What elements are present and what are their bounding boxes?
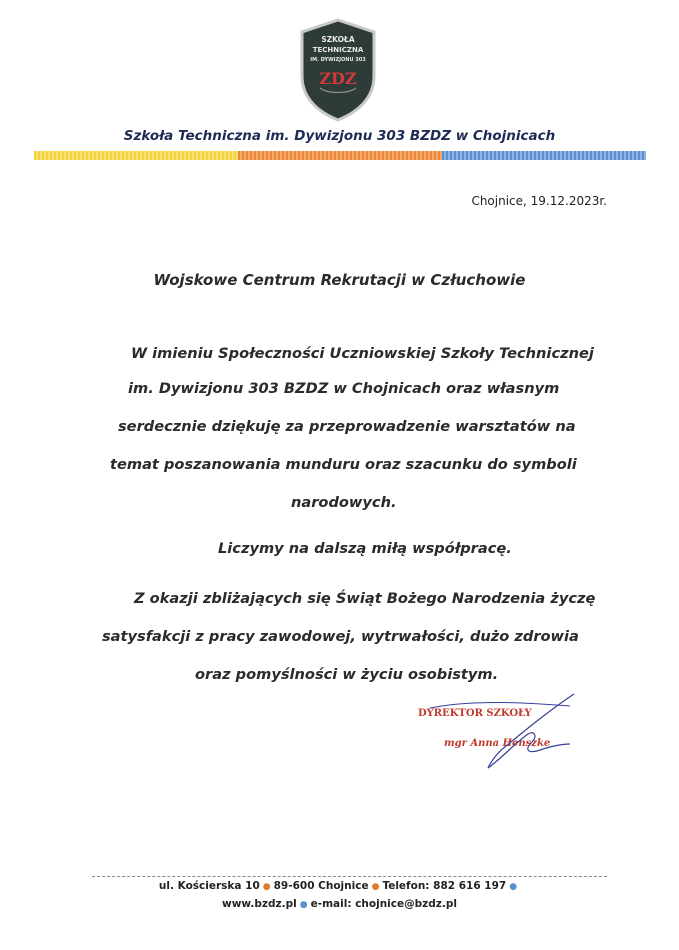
body-line-5: narodowych.	[291, 494, 397, 511]
separator-dot-icon: ●	[509, 882, 518, 892]
footer-website[interactable]: www.bzdz.pl	[222, 898, 297, 910]
separator-dot-icon: ●	[371, 882, 380, 892]
separator-dot-icon: ●	[299, 900, 308, 910]
school-crest-logo	[298, 18, 378, 122]
body-line-7: Z okazji zbliżających się Świąt Bożego Narodzenia życzę	[134, 590, 596, 607]
crest-text-line1: SZKOŁA	[321, 35, 355, 44]
footer-contact-line-2	[0, 898, 679, 910]
header-color-strip	[34, 151, 646, 160]
letter-date: Chojnice, 19.12.2023r.	[471, 194, 607, 208]
footer-address: ul. Kościerska 10	[158, 880, 260, 892]
separator-dot-icon: ●	[262, 882, 271, 892]
body-line-2: im. Dywizjonu 303 BZDZ w Chojnicach oraz własnym	[128, 380, 560, 397]
director-signature-stamp	[410, 688, 580, 772]
body-line-4: temat poszanowania munduru oraz szacunku do symboli	[110, 456, 577, 473]
strip-yellow-segment	[34, 151, 238, 160]
strip-blue-segment	[442, 151, 646, 160]
stamp-name: mgr Anna Henszke	[444, 738, 551, 749]
body-line-8: satysfakcji z pracy zawodowej, wytrwałości, dużo zdrowia	[102, 628, 579, 645]
crest-emblem: ZDZ	[319, 69, 357, 88]
footer-contact-line-1	[0, 880, 679, 892]
strip-orange-segment	[238, 151, 442, 160]
stamp-title: DYREKTOR SZKOŁY	[418, 708, 532, 719]
footer-city: 89-600 Chojnice	[273, 880, 369, 892]
footer-phone: Telefon: 882 616 197	[382, 880, 507, 892]
crest-text-line3: IM. DYWIZJONU 303	[310, 57, 366, 63]
body-line-9: oraz pomyślności w życiu osobistym.	[195, 666, 499, 683]
body-line-3: serdecznie dziękuję za przeprowadzenie warsztatów na	[118, 418, 576, 435]
footer-email[interactable]: e-mail: chojnice@bzdz.pl	[310, 898, 457, 910]
body-line-1: W imieniu Społeczności Uczniowskiej Szkoły Technicznej	[131, 345, 594, 362]
footer-divider	[92, 876, 607, 877]
body-line-6: Liczymy na dalszą miłą współpracę.	[218, 540, 512, 557]
school-name-heading: Szkoła Techniczna im. Dywizjonu 303 BZDZ w Chojnicach	[123, 128, 556, 144]
letter-recipient: Wojskowe Centrum Rekrutacji w Człuchowie	[153, 271, 526, 289]
crest-text-line2: TECHNICZNA	[312, 46, 364, 54]
